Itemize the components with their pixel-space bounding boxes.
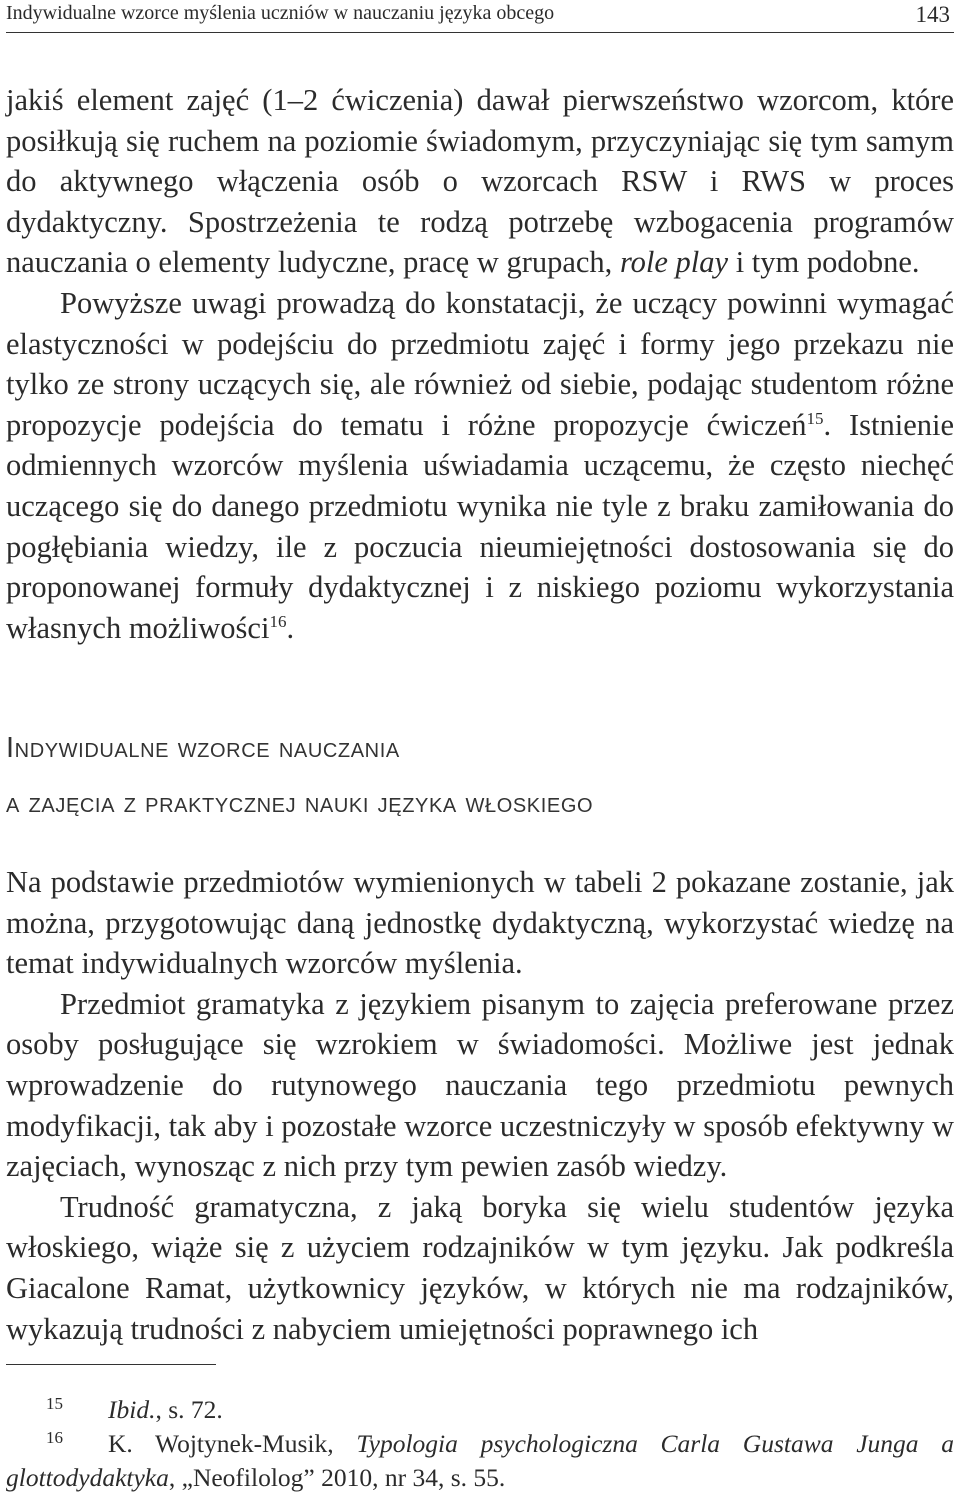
p1-text-a: jakiś element zajęć (1–2 ćwiczenia) dawał pierwszeństwo wzorcom, które posiłkują się ruchem na poziomie świadomym, przyczyniając się tym samym do aktywnego włączenia osób o wzorcach RSW i RWS w proces dydaktyczny. Spostrzeżenia te rodzą potrzebę wzbogacenia programów nauczania o elementy ludyczne, pracę w grupach, xyxy=(6,83,954,280)
footnotes xyxy=(6,1393,954,1495)
footnote-16: 16 K. Wojtynek-Musik, Typologia psychologiczna Carla Gustawa Junga a glottodydaktyka, „Neofilolog” 2010, nr 34, s. 55. xyxy=(6,1428,954,1492)
section-heading-line-2: a zajęcia z praktycznej nauki języka włoskiego xyxy=(6,787,594,819)
footnote-16-title: Typologia psychologiczna Carla Gustawa Junga a glottodydaktyka xyxy=(6,1429,954,1492)
p2-text-a: Powyższe uwagi prowadzą do konstatacji, że uczący powinni wymagać elastyczności w podejściu do przedmiotu zajęć i formy jego przekazu nie tylko ze strony uczących się, ale również od siebie, podając studentom różne propozycje podejścia do tematu i różne propozycje ćwiczeń xyxy=(6,285,954,442)
page-number: 143 xyxy=(915,2,950,27)
footnote-15-ibid: Ibid. xyxy=(108,1395,156,1424)
paragraph-5: Trudność gramatyczna, z jaką boryka się wielu studentów języka włoskiego, wiąże się z użyciem rodzajników w tym języku. Jak podkreśla Giacalone Ramat, użytkownicy języków, w których nie ma rodzajników, wykazują trudności z nabyciem umiejętności poprawnego ich xyxy=(6,1189,954,1346)
footnote-ref-16[interactable]: 16 xyxy=(269,611,287,631)
p2-text-c: . xyxy=(286,610,295,645)
footnote-15: 15 Ibid., s. 72. xyxy=(46,1394,223,1424)
running-header xyxy=(6,0,954,33)
p1-text-b: i tym podobne. xyxy=(728,245,920,280)
footnote-16-author: K. Wojtynek-Musik, xyxy=(108,1429,357,1458)
footnote-ref-15[interactable]: 15 xyxy=(806,408,824,428)
paragraph-3: Na podstawie przedmiotów wymienionych w tabeli 2 pokazane zostanie, jak można, przygotowując daną jednostkę dydaktyczną, wykorzystać wiedzę na temat indywidualnych wzorców myślenia. xyxy=(6,865,954,981)
p2-text-b: . Istnienie odmiennych wzorców myślenia uświadamia uczącemu, że często niechęć uczącego się do danego przedmiotu wynika nie tyle z braku zamiłowania do pogłębiania wiedzy, ile z poczucia nieumiejętności dostosowania się do proponowanej formuły dydaktycznej i z niskiego poziomu wykorzystania własnych możliwości xyxy=(6,407,955,645)
paragraph-1 xyxy=(6,80,954,283)
running-title: Indywidualne wzorce myślenia uczniów w nauczaniu języka obcego xyxy=(6,2,555,24)
section-heading-line-1: Indywidualne wzorce nauczania xyxy=(6,732,400,764)
body-text-upper xyxy=(6,80,954,648)
footnote-16-text: , „Neofilolog” 2010, nr 34, s. 55. xyxy=(168,1463,506,1492)
footnote-separator xyxy=(6,1364,216,1365)
footnote-15-text: , s. 72. xyxy=(155,1395,223,1424)
p1-italic-role-play: role play xyxy=(619,245,729,280)
body-text-lower xyxy=(6,862,954,1349)
paragraph-4: Przedmiot gramatyka z językiem pisanym to zajęcia preferowane przez osoby posługujące się wzrokiem w świadomości. Możliwe jest jednak wprowadzenie do rutynowego nauczania tego przedmiotu pewnych modyfikacji, tak aby i pozostałe wzorce uczestniczyły w sposób efektywny w zajęciach, wynosząc z nich przy tym pewien zasób wiedzy. xyxy=(6,986,954,1184)
paragraph-2 xyxy=(6,283,954,648)
